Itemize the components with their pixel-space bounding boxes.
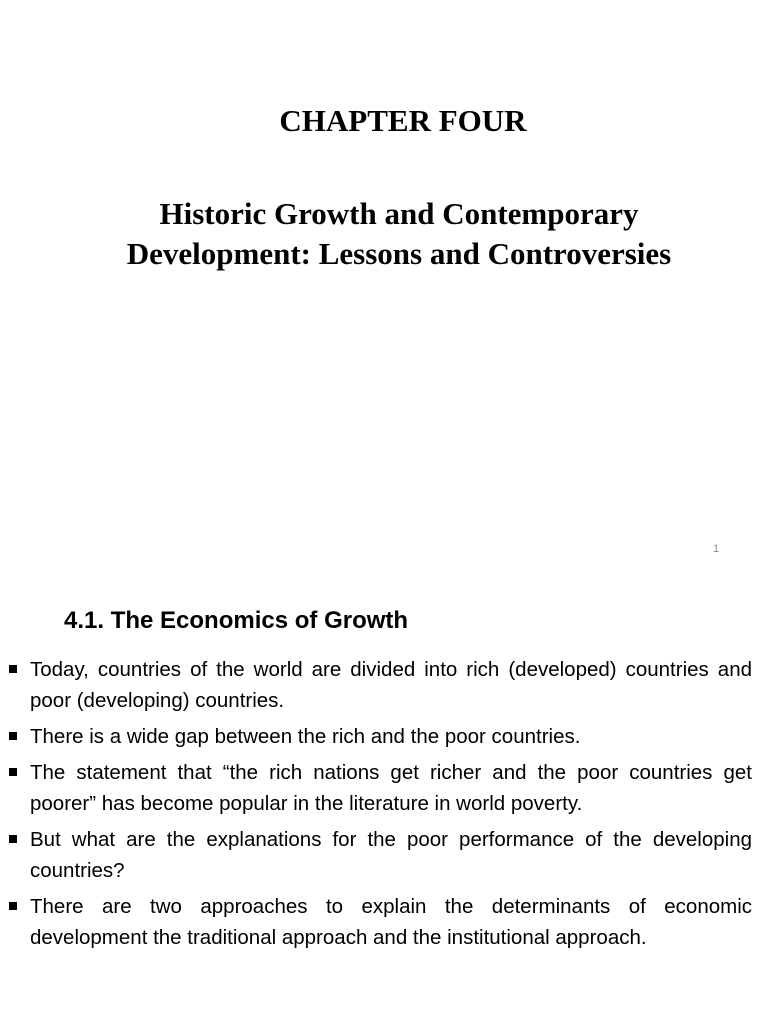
bullet-item <box>0 721 768 752</box>
bullet-item <box>0 891 768 953</box>
page-number: 1 <box>713 543 720 555</box>
bullet-item <box>0 824 768 886</box>
content-slide <box>0 576 768 1024</box>
chapter-heading: CHAPTER FOUR <box>279 103 527 138</box>
bullet-item <box>0 757 768 819</box>
bullet-text: There are two approaches to explain the determinants of economic development the traditional approach and the institutional approach. <box>30 895 752 949</box>
chapter-title-line-2: Development: Lessons and Controversies <box>126 236 672 271</box>
bullet-list <box>0 654 768 958</box>
chapter-title-line-1: Historic Growth and Contemporary <box>159 196 639 231</box>
bullet-text: There is a wide gap between the rich and the poor countries. <box>30 725 581 748</box>
bullet-text: Today, countries of the world are divided into rich (developed) countries and poor (developing) countries. <box>30 658 752 712</box>
bullet-text: But what are the explanations for the poor performance of the developing countries? <box>30 828 752 882</box>
square-bullet-icon <box>9 732 17 740</box>
bullet-item <box>0 654 768 716</box>
square-bullet-icon <box>9 665 17 673</box>
chapter-title <box>0 194 768 274</box>
square-bullet-icon <box>9 768 17 776</box>
bullet-text: The statement that “the rich nations get richer and the poor countries get poorer” has become popular in the literature in world poverty. <box>30 761 752 815</box>
square-bullet-icon <box>9 835 17 843</box>
square-bullet-icon <box>9 902 17 910</box>
section-heading: 4.1. The Economics of Growth <box>64 607 409 634</box>
